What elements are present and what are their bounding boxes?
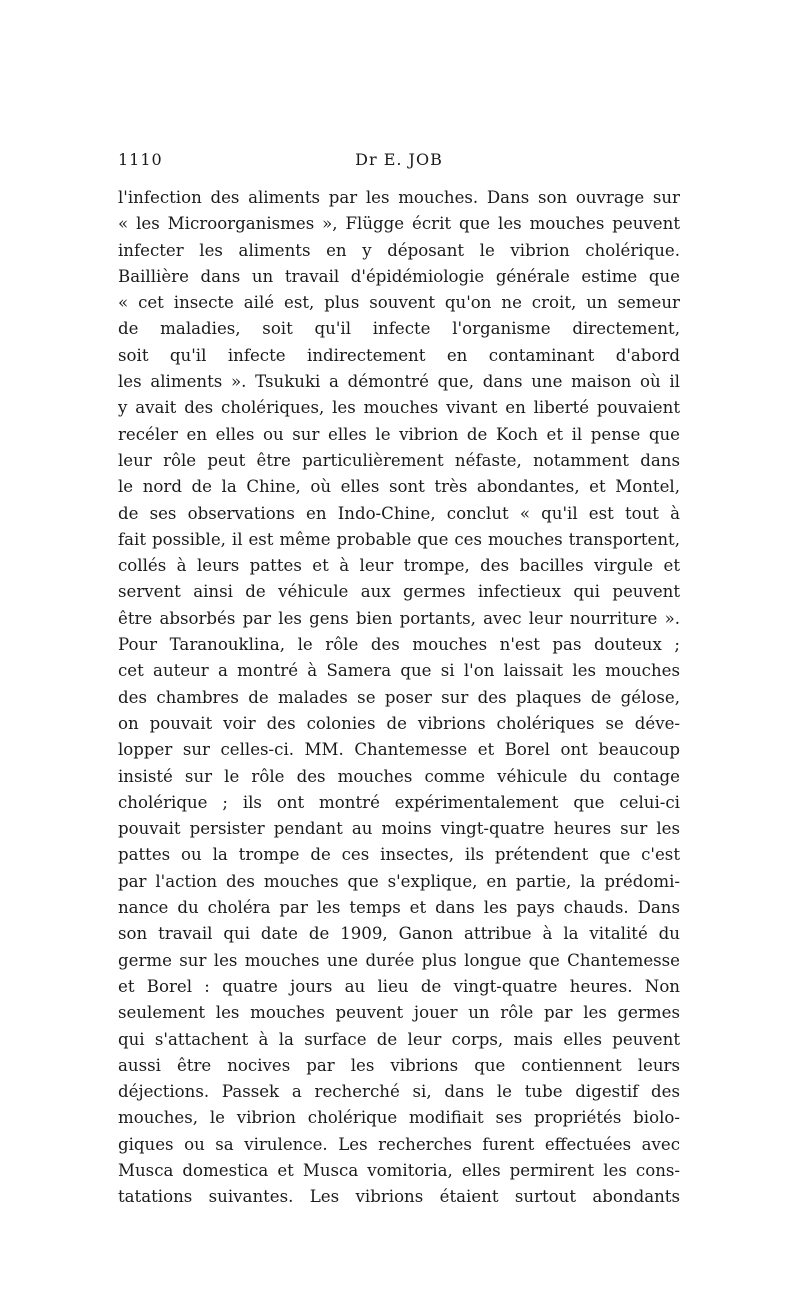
body-text: [118, 185, 680, 1211]
text-line: des chambres de malades se poser sur des plaques de gélose,: [118, 687, 680, 707]
text-line: cholérique ; ils ont montré expérimentalement que celui-ci: [118, 792, 680, 812]
text-line: les aliments ». Tsukuki a démontré que, dans une maison où il: [118, 372, 680, 392]
text-line: lopper sur celles-ci. MM. Chantemesse et Borel ont beaucoup: [118, 740, 680, 760]
text-line: nance du choléra par les temps et dans les pays chauds. Dans: [118, 898, 680, 918]
text-line: germe sur les mouches une durée plus longue que Chantemesse: [118, 950, 680, 970]
text-line: de ses observations en Indo-Chine, conclut « qu'il est tout à: [118, 503, 680, 523]
text-line: collés à leurs pattes et à leur trompe, des bacilles virgule et: [118, 556, 680, 576]
text-line: recéler en elles ou sur elles le vibrion de Koch et il pense que: [118, 424, 680, 444]
text-line: pattes ou la trompe de ces insectes, ils prétendent que c'est: [118, 845, 680, 865]
text-line: déjections. Passek a recherché si, dans le tube digestif des: [118, 1082, 680, 1102]
text-line: on pouvait voir des colonies de vibrions cholériques se déve-: [118, 713, 680, 733]
text-line: Pour Taranouklina, le rôle des mouches n'est pas douteux ;: [118, 635, 680, 655]
text-line: leur rôle peut être particulièrement néfaste, notamment dans: [118, 450, 680, 470]
text-line: tatations suivantes. Les vibrions étaient surtout abondants: [118, 1187, 680, 1207]
running-head: Dr E. JOB: [355, 150, 443, 169]
text-line: Musca domestica et Musca vomitoria, elles permirent les cons-: [118, 1160, 680, 1180]
text-line: mouches, le vibrion cholérique modifiait ses propriétés biolo-: [118, 1108, 680, 1128]
text-line: « cet insecte ailé est, plus souvent qu'on ne croit, un semeur: [118, 293, 680, 313]
text-line: fait possible, il est même probable que ces mouches transportent,: [118, 529, 680, 549]
text-line: cet auteur a montré à Samera que si l'on laissait les mouches: [118, 661, 680, 681]
text-line: y avait des cholériques, les mouches vivant en liberté pouvaient: [118, 398, 680, 418]
text-line: et Borel : quatre jours au lieu de vingt-quatre heures. Non: [118, 976, 680, 996]
text-line: être absorbés par les gens bien portants, avec leur nourriture ».: [118, 608, 680, 628]
text-line: servent ainsi de véhicule aux germes infectieux qui peuvent: [118, 582, 680, 602]
text-line: son travail qui date de 1909, Ganon attribue à la vitalité du: [118, 924, 680, 944]
text-line: par l'action des mouches que s'explique, en partie, la prédomi-: [118, 871, 680, 891]
text-line: aussi être nocives par les vibrions que contiennent leurs: [118, 1055, 680, 1075]
text-line: insisté sur le rôle des mouches comme véhicule du contage: [118, 766, 680, 786]
text-line: le nord de la Chine, où elles sont très abondantes, et Montel,: [118, 477, 680, 497]
text-line: qui s'attachent à la surface de leur corps, mais elles peuvent: [118, 1029, 680, 1049]
text-line: pouvait persister pendant au moins vingt-quatre heures sur les: [118, 819, 680, 839]
text-line: de maladies, soit qu'il infecte l'organisme directement,: [118, 319, 680, 339]
text-line: seulement les mouches peuvent jouer un rôle par les germes: [118, 1003, 680, 1023]
page-header: [118, 150, 680, 172]
text-line: « les Microorganismes », Flügge écrit que les mouches peuvent: [118, 214, 680, 234]
text-line: infecter les aliments en y déposant le vibrion cholérique.: [118, 240, 680, 260]
text-line: Baillière dans un travail d'épidémiologie générale estime que: [118, 266, 680, 286]
page-number: 1110: [118, 150, 163, 169]
text-line: giques ou sa virulence. Les recherches furent effectuées avec: [118, 1134, 680, 1154]
text-line: l'infection des aliments par les mouches. Dans son ouvrage sur: [118, 188, 680, 207]
text-line: soit qu'il infecte indirectement en contaminant d'abord: [118, 345, 680, 365]
